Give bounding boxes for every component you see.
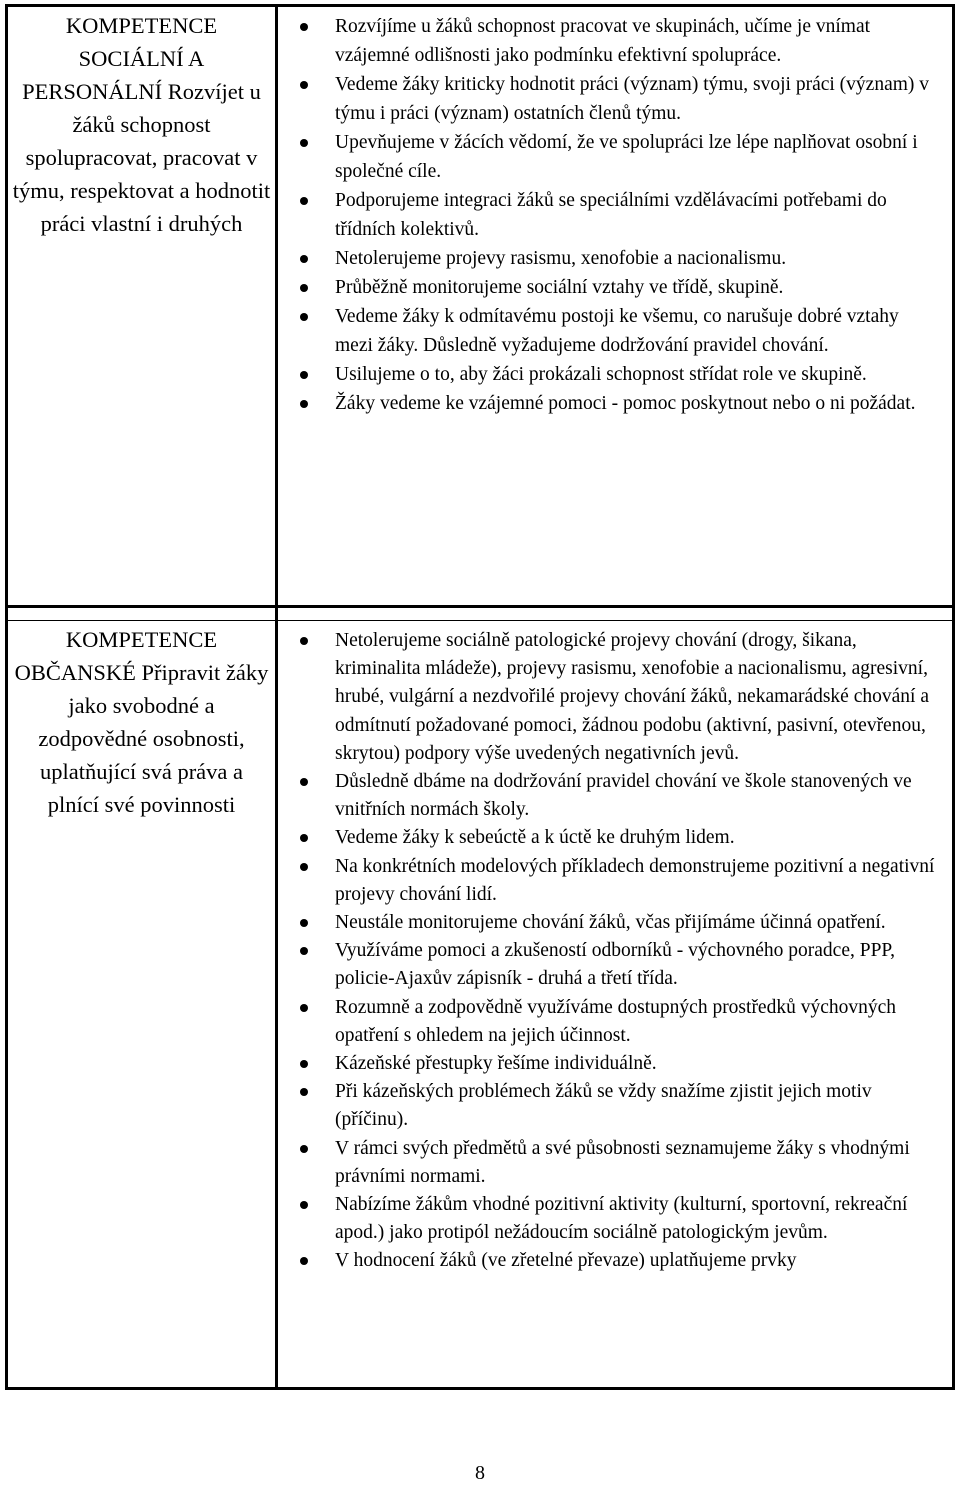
- competence-social-title: KOMPETENCE SOCIÁLNÍ A PERSONÁLNÍ Rozvíjet u žáků schopnost spolupracovat, pracovat v týmu, respektovat a hodnotit práci vlastní i druhých: [8, 7, 278, 605]
- list-item: Na konkrétních modelových příkladech demonstrujeme pozitivní a negativní projevy chování lidí.: [292, 853, 940, 909]
- list-item: Podporujeme integraci žáků se speciálními vzdělávacími potřebami do třídních kolektivů.: [292, 186, 940, 244]
- table-row: [5, 4, 955, 605]
- list-item: Usilujeme o to, aby žáci prokázali schopnost střídat role ve skupině.: [292, 360, 940, 389]
- bullet-icon: [300, 400, 308, 408]
- list-item: Při kázeňských problémech žáků se vždy snažíme zjistit jejich motiv (příčinu).: [292, 1078, 940, 1134]
- bullet-list: [292, 627, 940, 1276]
- bullet-icon: [300, 81, 308, 89]
- page-number: 8: [475, 1462, 485, 1484]
- list-item: Vedeme žáky k sebeúctě a k úctě ke druhým lidem.: [292, 824, 940, 852]
- list-item: Rozvíjíme u žáků schopnost pracovat ve skupinách, učíme je vnímat vzájemné odlišnosti jako podmínku efektivní spolupráce.: [292, 12, 940, 70]
- bullet-icon: [300, 23, 308, 31]
- bullet-icon: [300, 637, 308, 645]
- list-item: Důsledně dbáme na dodržování pravidel chování ve škole stanovených ve vnitřních normách školy.: [292, 768, 940, 824]
- list-item: Využíváme pomoci a zkušeností odborníků - výchovného poradce, PPP, policie-Ajaxův zápisník - druhá a třetí třída.: [292, 937, 940, 993]
- table-row: [5, 621, 955, 1390]
- list-item: Neustále monitorujeme chování žáků, včas přijímáme účinná opatření.: [292, 909, 940, 937]
- list-item: Nabízíme žákům vhodné pozitivní aktivity (kulturní, sportovní, rekreační apod.) jako protipól nežádoucím sociálně patologickým jevům.: [292, 1191, 940, 1247]
- list-item: V rámci svých předmětů a své působnosti seznamujeme žáky s vhodnými právními normami.: [292, 1135, 940, 1191]
- bullet-icon: [300, 371, 308, 379]
- list-item: Netolerujeme sociálně patologické projevy chování (drogy, šikana, kriminalita mládeže), projevy rasismu, xenofobie a nacionalismu, agresivní, hrubé, vulgární a nezdvořilé projevy chování žáků, nekamarádské chování a odmítnutí požadované pomoci, žádnou podobu (aktivní, pasivní, otevřenou, skrytou) podpory výše uvedených negativních jevů.: [292, 627, 940, 768]
- bullet-icon: [300, 1060, 308, 1068]
- bullet-icon: [300, 947, 308, 955]
- bullet-icon: [300, 313, 308, 321]
- bullet-icon: [300, 1257, 308, 1265]
- list-item: Vedeme žáky k odmítavému postoji ke všemu, co narušuje dobré vztahy mezi žáky. Důsledně vyžadujeme dodržování pravidel chování.: [292, 302, 940, 360]
- list-item: Kázeňské přestupky řešíme individuálně.: [292, 1050, 940, 1078]
- list-item: Vedeme žáky kriticky hodnotit práci (význam) týmu, svoji práci (význam) v týmu i práci (význam) ostatních členů týmu.: [292, 70, 940, 128]
- list-item: Rozumně a zodpovědně využíváme dostupných prostředků výchovných opatření s ohledem na jejich účinnost.: [292, 994, 940, 1050]
- bullet-icon: [300, 778, 308, 786]
- row-separator: [5, 605, 955, 621]
- list-item: V hodnocení žáků (ve zřetelné převaze) uplatňujeme prvky: [292, 1247, 940, 1275]
- list-item: Žáky vedeme ke vzájemné pomoci - pomoc poskytnout nebo o ni požádat.: [292, 389, 940, 418]
- bullet-icon: [300, 197, 308, 205]
- bullet-icon: [300, 284, 308, 292]
- bullet-icon: [300, 139, 308, 147]
- bullet-icon: [300, 255, 308, 263]
- bullet-icon: [300, 1145, 308, 1153]
- competence-table: [5, 4, 955, 1390]
- list-item: Průběžně monitorujeme sociální vztahy ve třídě, skupině.: [292, 273, 940, 302]
- bullet-icon: [300, 834, 308, 842]
- bullet-icon: [300, 1004, 308, 1012]
- bullet-icon: [300, 863, 308, 871]
- bullet-icon: [300, 1201, 308, 1209]
- bullet-icon: [300, 919, 308, 927]
- bullet-list: [292, 12, 940, 418]
- bullet-icon: [300, 1088, 308, 1096]
- list-item: Netolerujeme projevy rasismu, xenofobie a nacionalismu.: [292, 244, 940, 273]
- competence-social-list-cell: [278, 7, 952, 605]
- competence-civic-title: KOMPETENCE OBČANSKÉ Připravit žáky jako svobodné a zodpovědné osobnosti, uplatňující svá práva a plnící své povinnosti: [8, 621, 278, 1387]
- list-item: Upevňujeme v žácích vědomí, že ve spolupráci lze lépe naplňovat osobní i společné cíle.: [292, 128, 940, 186]
- competence-civic-list-cell: [278, 621, 952, 1387]
